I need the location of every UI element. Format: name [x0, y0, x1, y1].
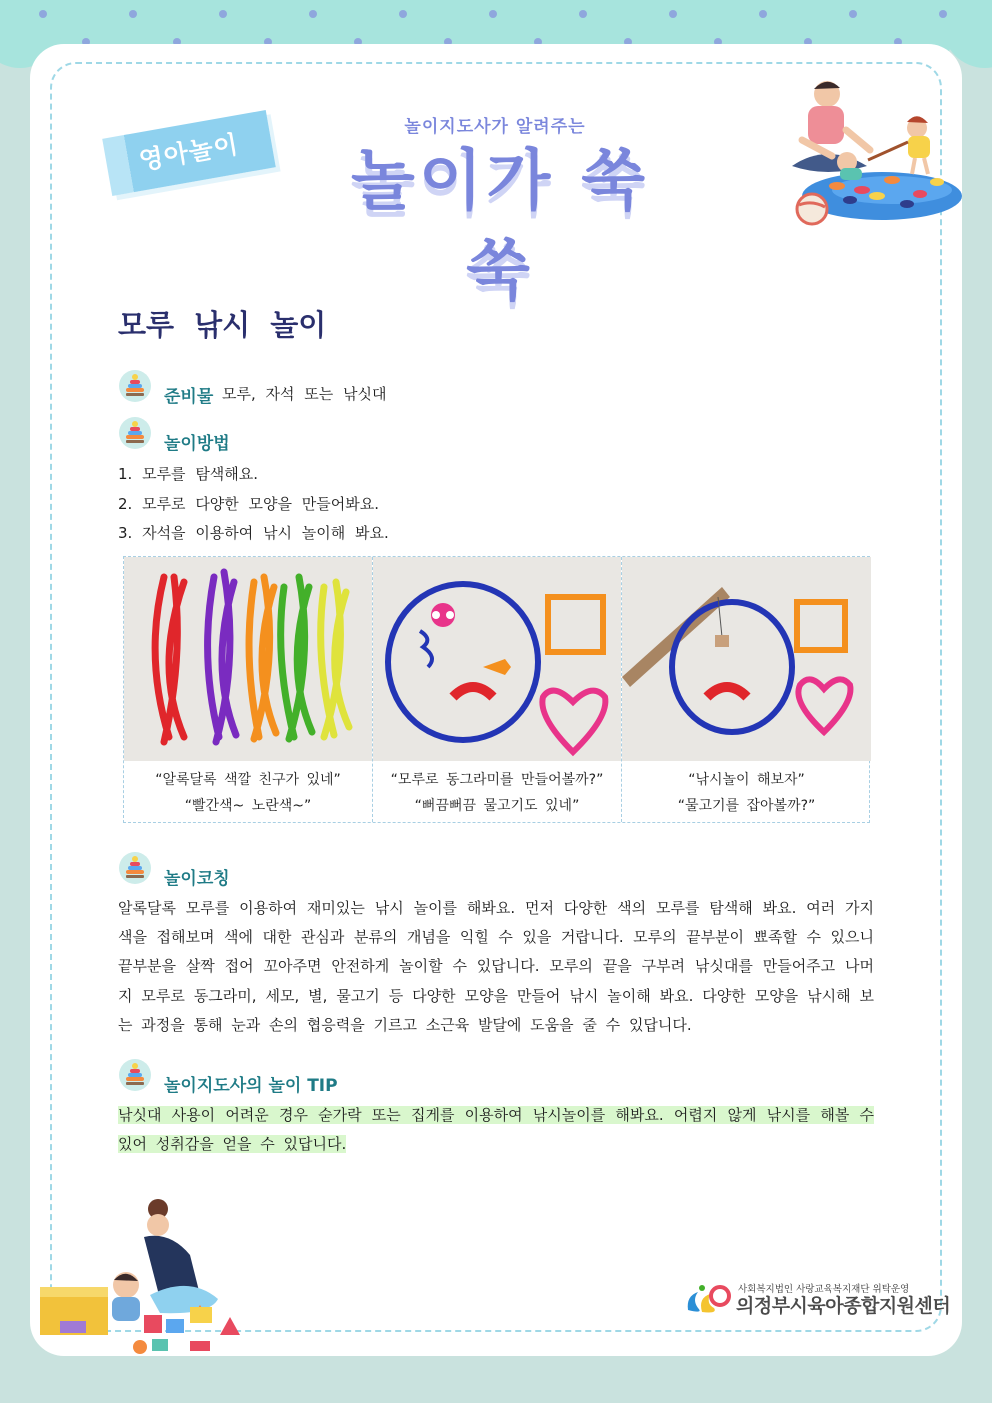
- method-step: 2. 모루로 다양한 모양을 만들어봐요.: [118, 494, 380, 513]
- org-subtitle: 사회복지법인 사랑교육복지재단 위탁운영: [738, 1284, 910, 1295]
- photo-caption: [124, 761, 372, 819]
- header-title: 놀이가 쑥쑥: [350, 142, 649, 309]
- coaching-text: 알록달록 모루를 이용하여 재미있는 낚시 놀이를 해봐요. 먼저 다양한 색의 모루를 탐색해 봐요. 여러 가지 색을 접해보며 색에 대한 관심과 분류의 개념을 익힐 수 있을 거랍니다. 모루의 끝부분이 뾰족할 수 있으니 끝부분을 살짝 접어 꼬아주면 안전하게 놀이할 수 있답니다. 모루의 끝을 구부려 낚싯대를 만들어주고 나머지 모루로 동그라미, 세모, 별, 물고기 등 다양한 모양을 만들어 낚시 놀이해 봐요. 다양한 모양을 낚시해 보는 과정을 통해 눈과 손의 협응력을 기르고 소근육 발달에 도움을 줄 수 있답니다.: [118, 899, 874, 1034]
- stacking-rings-icon: [118, 1058, 152, 1092]
- tip-text: [118, 1101, 874, 1159]
- photo-cell: [124, 557, 373, 822]
- caption-line: “뻐끔뻐끔 물고기도 있네”: [414, 798, 580, 814]
- family-fishing-illustration: [772, 70, 962, 230]
- mother-baby-blocks-illustration: [40, 1195, 255, 1365]
- category-badge: 영아놀이: [102, 110, 276, 196]
- method-heading: 놀이방법: [164, 434, 230, 454]
- tip-heading: 놀이지도사의 놀이 TIP: [164, 1076, 338, 1096]
- pipe-cleaner-shapes-photo: [373, 557, 621, 761]
- caption-line: “알록달록 색깔 친구가 있네”: [155, 772, 341, 788]
- top-dots: [0, 0, 992, 30]
- caption-line: “물고기를 잡아볼까?”: [677, 798, 816, 814]
- tip-highlight: 낚싯대 사용이 어려운 경우 숟가락 또는 집게를 이용하여 낚시놀이를 해봐요. 어렵지 않게 낚시를 해볼 수 있어 성취감을 얻을 수 있답니다.: [118, 1106, 874, 1154]
- photo-caption: [622, 761, 871, 819]
- photo-cell: [622, 557, 871, 822]
- materials-heading: 준비물: [164, 387, 214, 407]
- document-title: 모루 낚시 놀이: [118, 308, 327, 342]
- header-subtitle: 놀이지도사가 알려주는: [404, 117, 586, 137]
- pipe-cleaner-bundles-photo: [124, 557, 372, 761]
- method-step: 1. 모루를 탐색해요.: [118, 465, 259, 483]
- stacking-rings-icon: [118, 851, 152, 885]
- photo-grid: [123, 556, 870, 823]
- caption-line: “빨간색~ 노란색~”: [184, 798, 312, 814]
- stacking-rings-icon: [118, 416, 152, 450]
- caption-line: “모루로 동그라미를 만들어볼까?”: [390, 772, 604, 788]
- coaching-heading: 놀이코칭: [164, 869, 230, 889]
- stacking-rings-icon: [118, 369, 152, 403]
- caption-line: “낚시놀이 해보자”: [688, 772, 805, 788]
- fishing-play-photo: [622, 557, 871, 761]
- photo-cell: [373, 557, 622, 822]
- photo-caption: [373, 761, 621, 819]
- org-name: 의정부시육아종합지원센터: [736, 1295, 951, 1317]
- organization-logo: [684, 1278, 951, 1318]
- center-logo-icon: [684, 1282, 734, 1316]
- method-step: 3. 자석을 이용하여 낚시 놀이해 봐요.: [118, 524, 389, 542]
- method-steps: [118, 460, 389, 549]
- materials-text: 모루, 자석 또는 낚싯대: [222, 385, 387, 403]
